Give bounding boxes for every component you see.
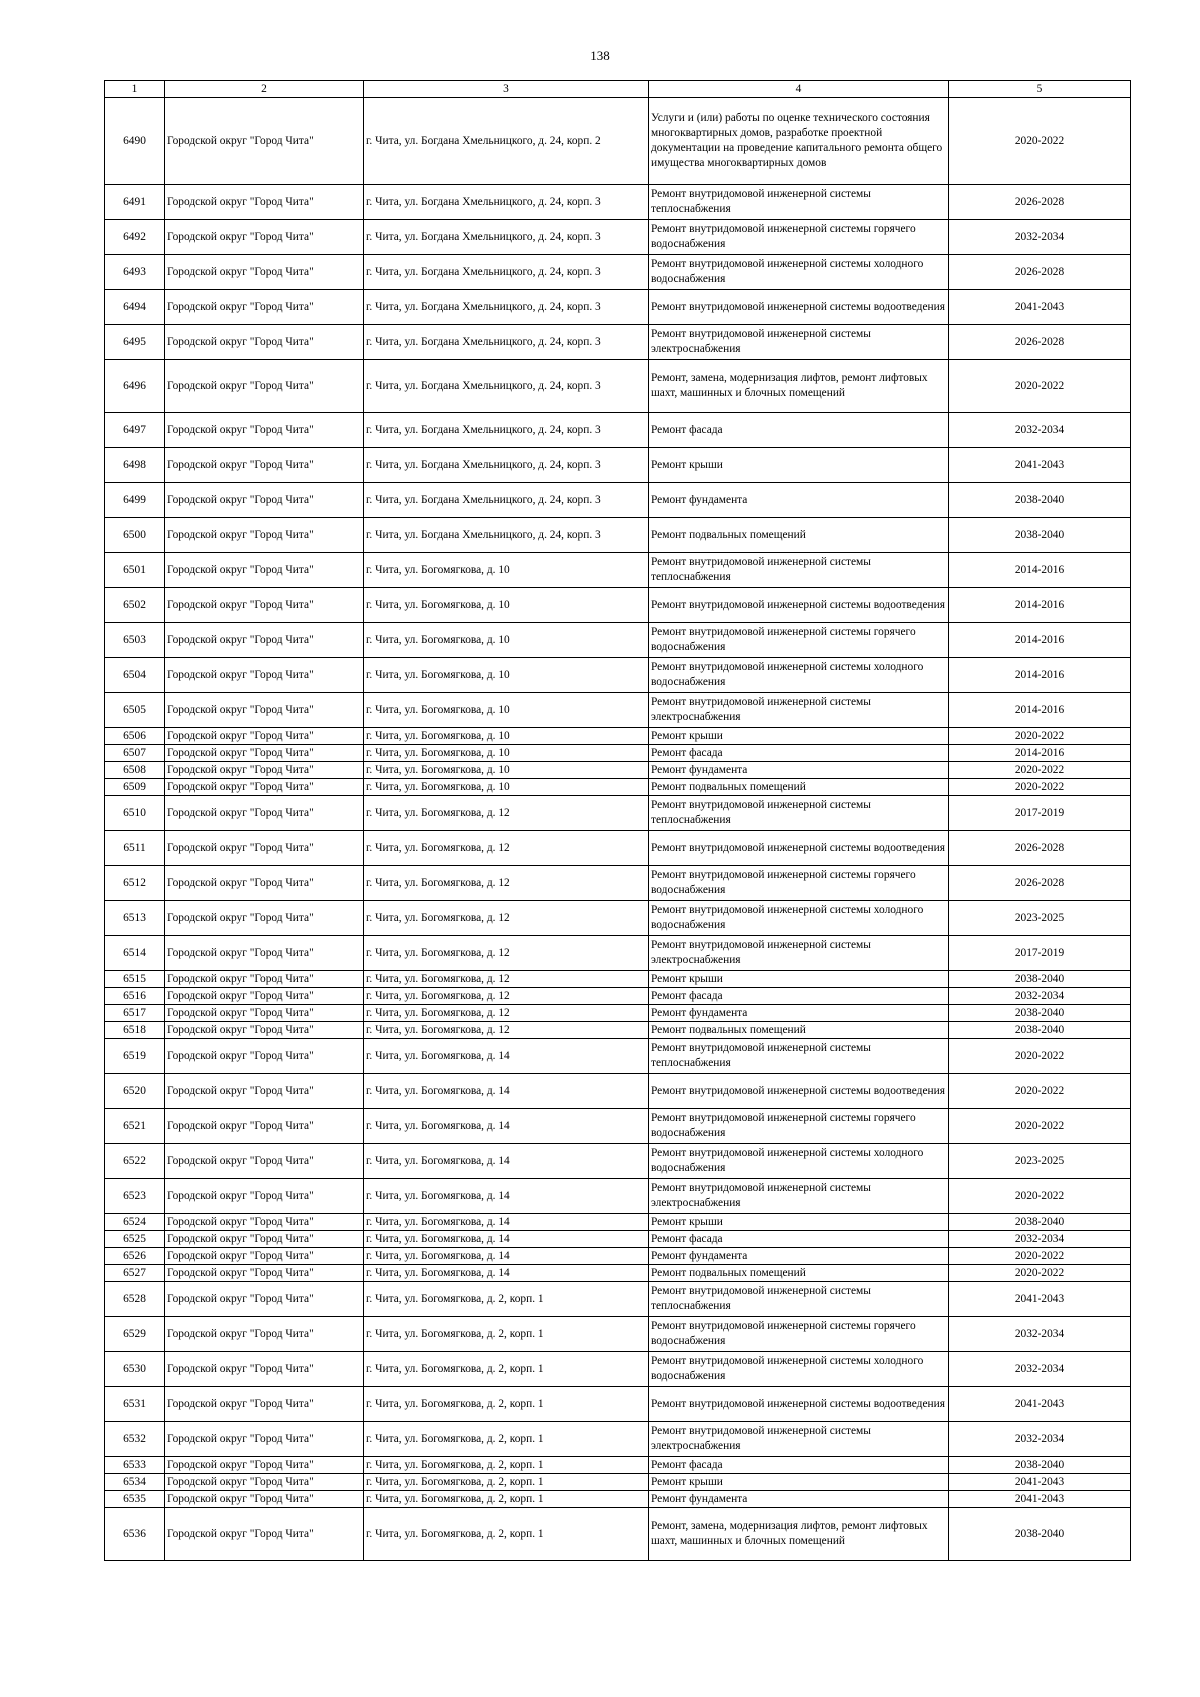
work-type-cell: Ремонт внутридомовой инженерной системы водоотведения: [649, 831, 949, 866]
table-row: [105, 1317, 1131, 1352]
work-type-cell: Ремонт внутридомовой инженерной системы горячего водоснабжения: [649, 220, 949, 255]
work-type-cell: Ремонт внутридомовой инженерной системы электроснабжения: [649, 936, 949, 971]
municipality-cell: Городской округ "Город Чита": [165, 448, 364, 483]
table-row: [105, 325, 1131, 360]
work-type-cell: Ремонт крыши: [649, 448, 949, 483]
period-cell: 2017-2019: [949, 936, 1131, 971]
work-type-cell: Ремонт внутридомовой инженерной системы электроснабжения: [649, 1179, 949, 1214]
column-header: 3: [364, 81, 649, 98]
row-number-cell: 6513: [105, 901, 165, 936]
address-cell: г. Чита, ул. Богомягкова, д. 14: [364, 1074, 649, 1109]
address-cell: г. Чита, ул. Богдана Хмельницкого, д. 24, корп. 3: [364, 220, 649, 255]
work-type-cell: Ремонт внутридомовой инженерной системы холодного водоснабжения: [649, 901, 949, 936]
municipality-cell: Городской округ "Город Чита": [165, 762, 364, 779]
table-row: [105, 588, 1131, 623]
row-number-cell: 6490: [105, 98, 165, 185]
work-type-cell: Ремонт фундамента: [649, 1248, 949, 1265]
table-row: [105, 1039, 1131, 1074]
period-cell: 2026-2028: [949, 866, 1131, 901]
municipality-cell: Городской округ "Город Чита": [165, 1074, 364, 1109]
work-type-cell: Ремонт, замена, модернизация лифтов, ремонт лифтовых шахт, машинных и блочных помещений: [649, 1508, 949, 1561]
row-number-cell: 6503: [105, 623, 165, 658]
table-row: [105, 762, 1131, 779]
address-cell: г. Чита, ул. Богомягкова, д. 12: [364, 971, 649, 988]
row-number-cell: 6517: [105, 1005, 165, 1022]
row-number-cell: 6520: [105, 1074, 165, 1109]
table-row: [105, 796, 1131, 831]
work-type-cell: Ремонт внутридомовой инженерной системы теплоснабжения: [649, 796, 949, 831]
row-number-cell: 6501: [105, 553, 165, 588]
row-number-cell: 6512: [105, 866, 165, 901]
period-cell: 2014-2016: [949, 693, 1131, 728]
table-row: [105, 290, 1131, 325]
table-row: [105, 831, 1131, 866]
municipality-cell: Городской округ "Город Чита": [165, 693, 364, 728]
municipality-cell: Городской округ "Город Чита": [165, 1457, 364, 1474]
work-type-cell: Ремонт, замена, модернизация лифтов, ремонт лифтовых шахт, машинных и блочных помещений: [649, 360, 949, 413]
row-number-cell: 6500: [105, 518, 165, 553]
municipality-cell: Городской округ "Город Чита": [165, 1282, 364, 1317]
table-row: [105, 1022, 1131, 1039]
period-cell: 2017-2019: [949, 796, 1131, 831]
municipality-cell: Городской округ "Город Чита": [165, 1179, 364, 1214]
address-cell: г. Чита, ул. Богдана Хмельницкого, д. 24, корп. 3: [364, 413, 649, 448]
address-cell: г. Чита, ул. Богомягкова, д. 14: [364, 1144, 649, 1179]
row-number-cell: 6507: [105, 745, 165, 762]
work-type-cell: Ремонт внутридомовой инженерной системы холодного водоснабжения: [649, 658, 949, 693]
table-row: [105, 658, 1131, 693]
row-number-cell: 6494: [105, 290, 165, 325]
municipality-cell: Городской округ "Город Чита": [165, 1248, 364, 1265]
work-type-cell: Ремонт подвальных помещений: [649, 518, 949, 553]
row-number-cell: 6531: [105, 1387, 165, 1422]
address-cell: г. Чита, ул. Богомягкова, д. 10: [364, 553, 649, 588]
work-type-cell: Ремонт подвальных помещений: [649, 1265, 949, 1282]
work-type-cell: Ремонт внутридомовой инженерной системы водоотведения: [649, 290, 949, 325]
address-cell: г. Чита, ул. Богомягкова, д. 14: [364, 1179, 649, 1214]
work-type-cell: Ремонт подвальных помещений: [649, 1022, 949, 1039]
column-header: 5: [949, 81, 1131, 98]
table-row: [105, 1422, 1131, 1457]
address-cell: г. Чита, ул. Богомягкова, д. 10: [364, 779, 649, 796]
column-header: 1: [105, 81, 165, 98]
address-cell: г. Чита, ул. Богомягкова, д. 14: [364, 1265, 649, 1282]
row-number-cell: 6533: [105, 1457, 165, 1474]
period-cell: 2041-2043: [949, 1282, 1131, 1317]
work-type-cell: Ремонт фундамента: [649, 483, 949, 518]
period-cell: 2020-2022: [949, 98, 1131, 185]
page-number: 138: [590, 48, 610, 63]
work-type-cell: Ремонт внутридомовой инженерной системы холодного водоснабжения: [649, 255, 949, 290]
municipality-cell: Городской округ "Город Чита": [165, 658, 364, 693]
table-row: [105, 1109, 1131, 1144]
table-row: [105, 693, 1131, 728]
row-number-cell: 6536: [105, 1508, 165, 1561]
table-row: [105, 971, 1131, 988]
table-row: [105, 360, 1131, 413]
work-type-cell: Ремонт внутридомовой инженерной системы горячего водоснабжения: [649, 1317, 949, 1352]
period-cell: 2014-2016: [949, 623, 1131, 658]
period-cell: 2032-2034: [949, 1422, 1131, 1457]
period-cell: 2020-2022: [949, 1074, 1131, 1109]
municipality-cell: Городской округ "Город Чита": [165, 588, 364, 623]
address-cell: г. Чита, ул. Богомягкова, д. 14: [364, 1109, 649, 1144]
address-cell: г. Чита, ул. Богомягкова, д. 14: [364, 1231, 649, 1248]
table-row: [105, 1457, 1131, 1474]
row-number-cell: 6492: [105, 220, 165, 255]
column-header: 4: [649, 81, 949, 98]
municipality-cell: Городской округ "Город Чита": [165, 1022, 364, 1039]
table-row: [105, 1074, 1131, 1109]
address-cell: г. Чита, ул. Богомягкова, д. 12: [364, 936, 649, 971]
address-cell: г. Чита, ул. Богомягкова, д. 2, корп. 1: [364, 1317, 649, 1352]
row-number-cell: 6499: [105, 483, 165, 518]
municipality-cell: Городской округ "Город Чита": [165, 866, 364, 901]
address-cell: г. Чита, ул. Богомягкова, д. 2, корп. 1: [364, 1352, 649, 1387]
table-row: [105, 745, 1131, 762]
municipality-cell: Городской округ "Город Чита": [165, 728, 364, 745]
period-cell: 2038-2040: [949, 1508, 1131, 1561]
period-cell: 2038-2040: [949, 1457, 1131, 1474]
row-number-cell: 6526: [105, 1248, 165, 1265]
table-row: [105, 728, 1131, 745]
period-cell: 2020-2022: [949, 1179, 1131, 1214]
period-cell: 2038-2040: [949, 971, 1131, 988]
work-type-cell: Ремонт подвальных помещений: [649, 779, 949, 796]
address-cell: г. Чита, ул. Богомягкова, д. 12: [364, 1005, 649, 1022]
address-cell: г. Чита, ул. Богомягкова, д. 14: [364, 1214, 649, 1231]
municipality-cell: Городской округ "Город Чита": [165, 185, 364, 220]
table-row: [105, 1231, 1131, 1248]
work-type-cell: Ремонт внутридомовой инженерной системы холодного водоснабжения: [649, 1352, 949, 1387]
address-cell: г. Чита, ул. Богомягкова, д. 12: [364, 866, 649, 901]
period-cell: 2026-2028: [949, 831, 1131, 866]
work-type-cell: Ремонт внутридомовой инженерной системы теплоснабжения: [649, 553, 949, 588]
row-number-cell: 6491: [105, 185, 165, 220]
period-cell: 2032-2034: [949, 1317, 1131, 1352]
municipality-cell: Городской округ "Город Чита": [165, 936, 364, 971]
period-cell: 2032-2034: [949, 1231, 1131, 1248]
period-cell: 2020-2022: [949, 1265, 1131, 1282]
municipality-cell: Городской округ "Город Чита": [165, 220, 364, 255]
work-type-cell: Ремонт внутридомовой инженерной системы теплоснабжения: [649, 1039, 949, 1074]
table-row: [105, 255, 1131, 290]
work-type-cell: Ремонт внутридомовой инженерной системы водоотведения: [649, 588, 949, 623]
column-number-row: [105, 81, 1131, 98]
row-number-cell: 6504: [105, 658, 165, 693]
address-cell: г. Чита, ул. Богомягкова, д. 2, корп. 1: [364, 1387, 649, 1422]
table-row: [105, 866, 1131, 901]
period-cell: 2026-2028: [949, 325, 1131, 360]
address-cell: г. Чита, ул. Богдана Хмельницкого, д. 24, корп. 3: [364, 448, 649, 483]
row-number-cell: 6498: [105, 448, 165, 483]
period-cell: 2032-2034: [949, 1352, 1131, 1387]
period-cell: 2020-2022: [949, 762, 1131, 779]
work-type-cell: Ремонт фасада: [649, 1457, 949, 1474]
municipality-cell: Городской округ "Город Чита": [165, 745, 364, 762]
period-cell: 2020-2022: [949, 728, 1131, 745]
address-cell: г. Чита, ул. Богдана Хмельницкого, д. 24, корп. 3: [364, 360, 649, 413]
row-number-cell: 6518: [105, 1022, 165, 1039]
address-cell: г. Чита, ул. Богомягкова, д. 10: [364, 728, 649, 745]
row-number-cell: 6528: [105, 1282, 165, 1317]
municipality-cell: Городской округ "Город Чита": [165, 1352, 364, 1387]
period-cell: 2023-2025: [949, 1144, 1131, 1179]
table-row: [105, 1214, 1131, 1231]
work-type-cell: Ремонт крыши: [649, 1214, 949, 1231]
municipality-cell: Городской округ "Город Чита": [165, 796, 364, 831]
period-cell: 2038-2040: [949, 1214, 1131, 1231]
address-cell: г. Чита, ул. Богомягкова, д. 10: [364, 658, 649, 693]
period-cell: 2032-2034: [949, 413, 1131, 448]
address-cell: г. Чита, ул. Богомягкова, д. 12: [364, 901, 649, 936]
work-type-cell: Ремонт фасада: [649, 1231, 949, 1248]
work-type-cell: Ремонт внутридомовой инженерной системы холодного водоснабжения: [649, 1144, 949, 1179]
municipality-cell: Городской округ "Город Чита": [165, 1109, 364, 1144]
municipality-cell: Городской округ "Город Чита": [165, 1231, 364, 1248]
address-cell: г. Чита, ул. Богдана Хмельницкого, д. 24, корп. 3: [364, 185, 649, 220]
work-type-cell: Ремонт крыши: [649, 971, 949, 988]
period-cell: 2032-2034: [949, 988, 1131, 1005]
table-row: [105, 1508, 1131, 1561]
address-cell: г. Чита, ул. Богдана Хмельницкого, д. 24, корп. 3: [364, 255, 649, 290]
period-cell: 2041-2043: [949, 290, 1131, 325]
work-type-cell: Ремонт фасада: [649, 745, 949, 762]
municipality-cell: Городской округ "Город Чита": [165, 1265, 364, 1282]
work-type-cell: Ремонт фасада: [649, 413, 949, 448]
work-type-cell: Ремонт внутридомовой инженерной системы теплоснабжения: [649, 1282, 949, 1317]
table-row: [105, 1144, 1131, 1179]
row-number-cell: 6516: [105, 988, 165, 1005]
period-cell: 2020-2022: [949, 1109, 1131, 1144]
table-row: [105, 1265, 1131, 1282]
period-cell: 2014-2016: [949, 553, 1131, 588]
work-type-cell: Ремонт фасада: [649, 988, 949, 1005]
municipality-cell: Городской округ "Город Чита": [165, 1387, 364, 1422]
municipality-cell: Городской округ "Город Чита": [165, 779, 364, 796]
work-type-cell: Ремонт фундамента: [649, 1005, 949, 1022]
municipality-cell: Городской округ "Город Чита": [165, 1317, 364, 1352]
table-row: [105, 553, 1131, 588]
row-number-cell: 6495: [105, 325, 165, 360]
row-number-cell: 6529: [105, 1317, 165, 1352]
table-row: [105, 1282, 1131, 1317]
table-row: [105, 779, 1131, 796]
work-type-cell: Ремонт внутридомовой инженерной системы электроснабжения: [649, 325, 949, 360]
table-row: [105, 901, 1131, 936]
address-cell: г. Чита, ул. Богомягкова, д. 12: [364, 831, 649, 866]
row-number-cell: 6506: [105, 728, 165, 745]
municipality-cell: Городской округ "Город Чита": [165, 988, 364, 1005]
address-cell: г. Чита, ул. Богомягкова, д. 12: [364, 988, 649, 1005]
row-number-cell: 6527: [105, 1265, 165, 1282]
work-type-cell: Ремонт внутридомовой инженерной системы горячего водоснабжения: [649, 623, 949, 658]
row-number-cell: 6505: [105, 693, 165, 728]
column-header: 2: [165, 81, 364, 98]
municipality-cell: Городской округ "Город Чита": [165, 1144, 364, 1179]
period-cell: 2038-2040: [949, 518, 1131, 553]
table-row: [105, 220, 1131, 255]
work-type-cell: Ремонт фундамента: [649, 762, 949, 779]
table-row: [105, 518, 1131, 553]
period-cell: 2032-2034: [949, 220, 1131, 255]
address-cell: г. Чита, ул. Богдана Хмельницкого, д. 24, корп. 3: [364, 518, 649, 553]
municipality-cell: Городской округ "Город Чита": [165, 360, 364, 413]
table-row: [105, 1474, 1131, 1491]
table-row: [105, 1352, 1131, 1387]
work-type-cell: Ремонт крыши: [649, 728, 949, 745]
row-number-cell: 6497: [105, 413, 165, 448]
municipality-cell: Городской округ "Город Чита": [165, 483, 364, 518]
period-cell: 2014-2016: [949, 588, 1131, 623]
municipality-cell: Городской округ "Город Чита": [165, 1474, 364, 1491]
row-number-cell: 6530: [105, 1352, 165, 1387]
municipality-cell: Городской округ "Город Чита": [165, 1422, 364, 1457]
period-cell: 2014-2016: [949, 745, 1131, 762]
municipality-cell: Городской округ "Город Чита": [165, 623, 364, 658]
row-number-cell: 6493: [105, 255, 165, 290]
address-cell: г. Чита, ул. Богомягкова, д. 10: [364, 762, 649, 779]
period-cell: 2038-2040: [949, 1005, 1131, 1022]
table-row: [105, 98, 1131, 185]
row-number-cell: 6508: [105, 762, 165, 779]
period-cell: 2041-2043: [949, 448, 1131, 483]
address-cell: г. Чита, ул. Богомягкова, д. 12: [364, 1022, 649, 1039]
period-cell: 2026-2028: [949, 185, 1131, 220]
row-number-cell: 6509: [105, 779, 165, 796]
row-number-cell: 6496: [105, 360, 165, 413]
work-type-cell: Ремонт внутридомовой инженерной системы электроснабжения: [649, 1422, 949, 1457]
table-row: [105, 1005, 1131, 1022]
row-number-cell: 6511: [105, 831, 165, 866]
row-number-cell: 6524: [105, 1214, 165, 1231]
address-cell: г. Чита, ул. Богомягкова, д. 10: [364, 693, 649, 728]
period-cell: 2014-2016: [949, 658, 1131, 693]
address-cell: г. Чита, ул. Богомягкова, д. 10: [364, 623, 649, 658]
row-number-cell: 6532: [105, 1422, 165, 1457]
table-row: [105, 1248, 1131, 1265]
address-cell: г. Чита, ул. Богомягкова, д. 2, корп. 1: [364, 1282, 649, 1317]
address-cell: г. Чита, ул. Богдана Хмельницкого, д. 24, корп. 3: [364, 483, 649, 518]
work-type-cell: Ремонт фундамента: [649, 1491, 949, 1508]
address-cell: г. Чита, ул. Богдана Хмельницкого, д. 24, корп. 3: [364, 290, 649, 325]
municipality-cell: Городской округ "Город Чита": [165, 1005, 364, 1022]
work-type-cell: Ремонт крыши: [649, 1474, 949, 1491]
period-cell: 2041-2043: [949, 1474, 1131, 1491]
row-number-cell: 6521: [105, 1109, 165, 1144]
municipality-cell: Городской округ "Город Чита": [165, 325, 364, 360]
row-number-cell: 6514: [105, 936, 165, 971]
work-type-cell: Услуги и (или) работы по оценке технического состояния многоквартирных домов, разработке проектной документации на проведение капитального ремонта общего имущества многоквартирных домов: [649, 98, 949, 185]
row-number-cell: 6515: [105, 971, 165, 988]
address-cell: г. Чита, ул. Богомягкова, д. 14: [364, 1248, 649, 1265]
period-cell: 2041-2043: [949, 1387, 1131, 1422]
municipality-cell: Городской округ "Город Чита": [165, 1039, 364, 1074]
address-cell: г. Чита, ул. Богомягкова, д. 2, корп. 1: [364, 1422, 649, 1457]
period-cell: 2020-2022: [949, 779, 1131, 796]
work-type-cell: Ремонт внутридомовой инженерной системы электроснабжения: [649, 693, 949, 728]
work-type-cell: Ремонт внутридомовой инженерной системы теплоснабжения: [649, 185, 949, 220]
municipality-cell: Городской округ "Город Чита": [165, 255, 364, 290]
work-type-cell: Ремонт внутридомовой инженерной системы горячего водоснабжения: [649, 866, 949, 901]
table-row: [105, 988, 1131, 1005]
table-row: [105, 623, 1131, 658]
municipality-cell: Городской округ "Город Чита": [165, 98, 364, 185]
work-type-cell: Ремонт внутридомовой инженерной системы водоотведения: [649, 1074, 949, 1109]
row-number-cell: 6519: [105, 1039, 165, 1074]
address-cell: г. Чита, ул. Богдана Хмельницкого, д. 24, корп. 2: [364, 98, 649, 185]
period-cell: 2020-2022: [949, 360, 1131, 413]
row-number-cell: 6523: [105, 1179, 165, 1214]
period-cell: 2020-2022: [949, 1248, 1131, 1265]
table-row: [105, 1387, 1131, 1422]
address-cell: г. Чита, ул. Богомягкова, д. 14: [364, 1039, 649, 1074]
table-row: [105, 185, 1131, 220]
period-cell: 2041-2043: [949, 1491, 1131, 1508]
address-cell: г. Чита, ул. Богомягкова, д. 2, корп. 1: [364, 1491, 649, 1508]
municipality-cell: Городской округ "Город Чита": [165, 971, 364, 988]
municipality-cell: Городской округ "Город Чита": [165, 413, 364, 448]
municipality-cell: Городской округ "Город Чита": [165, 553, 364, 588]
row-number-cell: 6534: [105, 1474, 165, 1491]
period-cell: 2038-2040: [949, 1022, 1131, 1039]
address-cell: г. Чита, ул. Богдана Хмельницкого, д. 24, корп. 3: [364, 325, 649, 360]
address-cell: г. Чита, ул. Богомягкова, д. 10: [364, 588, 649, 623]
municipality-cell: Городской округ "Город Чита": [165, 1491, 364, 1508]
municipality-cell: Городской округ "Город Чита": [165, 518, 364, 553]
row-number-cell: 6502: [105, 588, 165, 623]
address-cell: г. Чита, ул. Богомягкова, д. 2, корп. 1: [364, 1474, 649, 1491]
municipality-cell: Городской округ "Город Чита": [165, 1214, 364, 1231]
capital-repair-table: [104, 80, 1131, 1561]
period-cell: 2023-2025: [949, 901, 1131, 936]
address-cell: г. Чита, ул. Богомягкова, д. 2, корп. 1: [364, 1508, 649, 1561]
row-number-cell: 6535: [105, 1491, 165, 1508]
table-body: [105, 98, 1131, 1561]
address-cell: г. Чита, ул. Богомягкова, д. 12: [364, 796, 649, 831]
period-cell: 2026-2028: [949, 255, 1131, 290]
address-cell: г. Чита, ул. Богомягкова, д. 10: [364, 745, 649, 762]
municipality-cell: Городской округ "Город Чита": [165, 290, 364, 325]
table-row: [105, 413, 1131, 448]
table-row: [105, 1179, 1131, 1214]
table-row: [105, 448, 1131, 483]
table-row: [105, 936, 1131, 971]
table-row: [105, 483, 1131, 518]
period-cell: 2020-2022: [949, 1039, 1131, 1074]
municipality-cell: Городской округ "Город Чита": [165, 831, 364, 866]
municipality-cell: Городской округ "Город Чита": [165, 901, 364, 936]
work-type-cell: Ремонт внутридомовой инженерной системы горячего водоснабжения: [649, 1109, 949, 1144]
work-type-cell: Ремонт внутридомовой инженерной системы водоотведения: [649, 1387, 949, 1422]
address-cell: г. Чита, ул. Богомягкова, д. 2, корп. 1: [364, 1457, 649, 1474]
row-number-cell: 6510: [105, 796, 165, 831]
table-row: [105, 1491, 1131, 1508]
row-number-cell: 6522: [105, 1144, 165, 1179]
period-cell: 2038-2040: [949, 483, 1131, 518]
row-number-cell: 6525: [105, 1231, 165, 1248]
municipality-cell: Городской округ "Город Чита": [165, 1508, 364, 1561]
